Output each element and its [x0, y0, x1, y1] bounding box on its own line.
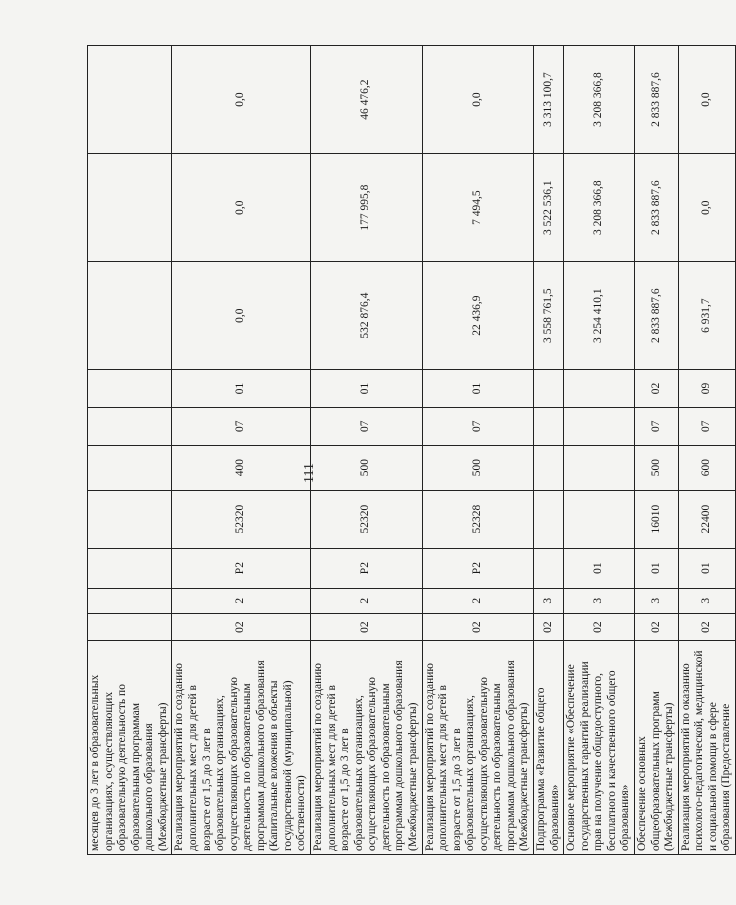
budget-table — [87, 45, 736, 855]
code-cell: P2 — [172, 548, 311, 588]
row-name-cell: Реализация мероприятий по созданию дополнительных мест для детей в возрасте от 1,5 до 3 лет в образовательных организациях, осуществляющих образовательную деятельность по образовательным программам дошкольного образования (Капитальные вложения в объекты государственной (муниципальной) собственности) — [172, 641, 311, 855]
code-cell: 07 — [172, 407, 311, 445]
code-cell — [534, 445, 564, 490]
amount-cell: 3 313 100,7 — [534, 46, 564, 154]
code-cell: 01 — [422, 370, 534, 408]
amount-cell: 0,0 — [172, 46, 311, 154]
code-cell: 07 — [422, 407, 534, 445]
code-cell: 52328 — [422, 490, 534, 548]
code-cell: 400 — [172, 445, 311, 490]
row-name-cell: Основное мероприятие «Обеспечение государственных гарантий реализации прав на получение общедоступного, бесплатного и качественного общего образования» — [564, 641, 635, 855]
amount-cell: 22 436,9 — [422, 262, 534, 370]
code-cell: 02 — [311, 613, 423, 641]
code-cell — [88, 445, 172, 490]
table-row — [634, 46, 678, 855]
code-cell: 02 — [564, 613, 635, 641]
code-cell: 3 — [634, 588, 678, 613]
amount-cell: 0,0 — [678, 154, 735, 262]
code-cell: 02 — [534, 613, 564, 641]
code-cell: 07 — [678, 407, 735, 445]
code-cell: 3 — [564, 588, 635, 613]
code-cell: 02 — [422, 613, 534, 641]
code-cell: 02 — [634, 370, 678, 408]
code-cell: 07 — [311, 407, 423, 445]
code-cell — [564, 407, 635, 445]
amount-cell: 0,0 — [678, 46, 735, 154]
code-cell: 02 — [172, 613, 311, 641]
amount-cell: 0,0 — [422, 46, 534, 154]
code-cell: 02 — [634, 613, 678, 641]
code-cell — [534, 407, 564, 445]
code-cell: 16010 — [634, 490, 678, 548]
code-cell: 01 — [678, 548, 735, 588]
table-row — [678, 46, 735, 855]
amount-cell: 177 995,8 — [311, 154, 423, 262]
amount-cell: 6 931,7 — [678, 262, 735, 370]
amount-cell: 3 522 536,1 — [534, 154, 564, 262]
code-cell: 3 — [534, 588, 564, 613]
amount-cell: 3 254 410,1 — [564, 262, 635, 370]
code-cell: 09 — [678, 370, 735, 408]
code-cell: 07 — [634, 407, 678, 445]
rotated-table-wrapper — [87, 45, 733, 855]
amount-cell: 3 208 366,8 — [564, 46, 635, 154]
row-name-cell: Подпрограмма «Развитие общего образования» — [534, 641, 564, 855]
code-cell: 02 — [678, 613, 735, 641]
table-row — [422, 46, 534, 855]
amount-cell: 2 833 887,6 — [634, 154, 678, 262]
code-cell: P2 — [311, 548, 423, 588]
code-cell: 52320 — [311, 490, 423, 548]
code-cell: 2 — [311, 588, 423, 613]
amount-cell: 0,0 — [172, 154, 311, 262]
row-name-cell: Реализация мероприятий по оказанию психолого-педагогической, медицинской и социальной помощи в сфере образования (Предоставление — [678, 641, 735, 855]
code-cell: 2 — [172, 588, 311, 613]
page-number: 111 — [301, 463, 317, 483]
code-cell — [88, 548, 172, 588]
code-cell — [564, 490, 635, 548]
amount-cell: 532 876,4 — [311, 262, 423, 370]
table-row — [311, 46, 423, 855]
code-cell: 01 — [311, 370, 423, 408]
table-row — [564, 46, 635, 855]
code-cell: 52320 — [172, 490, 311, 548]
code-cell — [534, 548, 564, 588]
amount-cell: 46 476,2 — [311, 46, 423, 154]
code-cell: 600 — [678, 445, 735, 490]
row-name-cell: Реализация мероприятий по созданию дополнительных мест для детей в возрасте от 1,5 до 3 лет в образовательных организациях, осуществляющих образовательную деятельность по образовательным программам дошкольного образования (Межбюджетные трансферты) — [311, 641, 423, 855]
amount-cell: 7 494,5 — [422, 154, 534, 262]
code-cell — [88, 407, 172, 445]
table-row — [88, 46, 172, 855]
code-cell — [88, 613, 172, 641]
amount-cell: 2 833 887,6 — [634, 46, 678, 154]
code-cell — [564, 370, 635, 408]
amount-cell — [88, 262, 172, 370]
amount-cell — [88, 46, 172, 154]
code-cell — [88, 370, 172, 408]
code-cell: 500 — [422, 445, 534, 490]
amount-cell: 2 833 887,6 — [634, 262, 678, 370]
amount-cell: 3 558 761,5 — [534, 262, 564, 370]
code-cell — [564, 445, 635, 490]
code-cell — [534, 370, 564, 408]
amount-cell: 3 208 366,8 — [564, 154, 635, 262]
code-cell: 3 — [678, 588, 735, 613]
table-row — [172, 46, 311, 855]
row-name-cell: Реализация мероприятий по созданию дополнительных мест для детей в возрасте от 1,5 до 3 лет в образовательных организациях, осуществляющих образовательную деятельность по образовательным программам дошкольного образования (Межбюджетные трансферты) — [422, 641, 534, 855]
amount-cell — [88, 154, 172, 262]
row-name-cell: Обеспечение основных общеобразовательных программ (Межбюджетные трансферты) — [634, 641, 678, 855]
amount-cell: 0,0 — [172, 262, 311, 370]
code-cell: 22400 — [678, 490, 735, 548]
code-cell: P2 — [422, 548, 534, 588]
code-cell: 500 — [634, 445, 678, 490]
code-cell: 01 — [564, 548, 635, 588]
code-cell: 01 — [172, 370, 311, 408]
code-cell — [88, 490, 172, 548]
code-cell: 01 — [634, 548, 678, 588]
code-cell: 500 — [311, 445, 423, 490]
row-name-cell: месяцев до 3 лет в образовательных организациях, осуществляющих образовательную деятельность по образовательным программам дошкольного образования (Межбюджетные трансферты) — [88, 641, 172, 855]
code-cell: 2 — [422, 588, 534, 613]
code-cell — [88, 588, 172, 613]
code-cell — [534, 490, 564, 548]
table-row — [534, 46, 564, 855]
